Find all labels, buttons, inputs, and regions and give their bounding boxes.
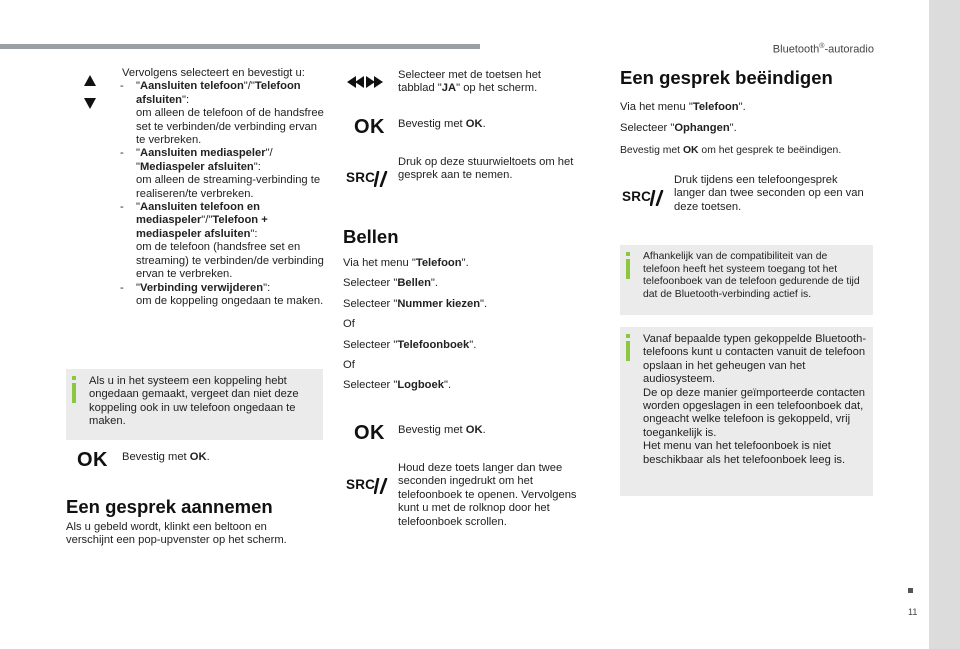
call-steps [343,257,583,393]
option-media: - "Aansluiten mediaspeler"/ "Mediaspeler afsluiten": om alleen de streaming-verbinding te realiseren/te verbreken. [120,147,321,200]
page-number: 11 [908,607,918,617]
section-heading-call: Bellen [343,226,399,247]
left-right-arrows-icon [346,75,384,89]
connection-options [122,67,327,308]
info-note-compat: Afhankelijk van de compatibiliteit van de telefoon heeft het systeem toegang tot het telefoonboek van de telefoon gedurende de tijd dat de Bluetooth-verbinding actief is. [620,245,873,315]
section-heading-end: Een gesprek beëindigen [620,67,833,88]
ok-button-icon: OK [354,116,385,138]
ok-button-icon: OK [77,449,108,471]
page-marker [908,588,913,593]
option-remove: - "Verbinding verwijderen": om de koppeling ongedaan te maken. [120,281,324,307]
info-icon [626,252,630,256]
tabs-text: Selecteer met de toetsen het tabblad "JA" op het scherm. [398,69,542,95]
info-icon [72,376,76,380]
options-intro: Vervolgens selecteert en bevestigt u: [122,67,305,79]
option-phone: - "Aansluiten telefoon"/"Telefoon afsluiten": om alleen de telefoon of de handsfree set te verbinden/de verbinding ervan te verbreken. [120,80,324,147]
hold-text: Houd deze toets langer dan twee seconden ingedrukt om het telefoonboek te openen. Vervolgens kunt u met de rolknop door het telefoonboek scrollen. [398,462,577,528]
src-phone-icon: SRC [346,478,390,496]
call-step-or: Of [343,318,355,331]
src-phone-icon: SRC [346,171,390,189]
page-edge-tab [929,0,960,649]
src-end-text: Druk tijdens een telefoongesprek langer dan twee seconden op een van deze toetsen. [674,174,864,213]
call-step-select-telefoonboek: Selecteer "Telefoonboek". [343,338,477,351]
confirm-text: Bevestig met OK. [398,424,486,436]
call-step-or: Of [343,359,355,372]
steer-text: Druk op deze stuurwieltoets om het gesprek aan te nemen. [398,156,574,182]
end-step-confirm: Bevestig met OK om het gesprek te beëindigen. [620,144,842,156]
call-step-select-kiezen: Selecteer "Nummer kiezen". [343,297,488,310]
call-step-select-bellen: Selecteer "Bellen". [343,277,439,290]
info-note-import: Vanaf bepaalde typen gekoppelde Bluetooth-telefoons kunt u contacten vanuit de telefoon opslaan in het geheugen van het audiosysteem. De op deze manier geïmporteerde contacten worden opgeslagen in een telefoonboek dat, ongeacht welke telefoon is gekoppeld, vrij toegankelijk is. Het menu van het telefoonboek is niet beschikbaar als het telefoonboek leeg is. [620,327,873,496]
call-step-menu: Via het menu "Telefoon". [343,257,469,269]
ok-button-icon: OK [354,422,385,444]
call-step-select-logboek: Selecteer "Logboek". [343,379,452,392]
header-rule [0,44,480,49]
end-step-select: Selecteer "Ophangen". [620,122,737,135]
confirm-text: Bevestig met OK. [398,118,486,130]
updown-arrows-icon [83,73,97,111]
end-step-menu: Via het menu "Telefoon". [620,101,746,113]
section-heading-answer: Een gesprek aannemen [66,496,273,517]
running-header: Bluetooth®-autoradio [772,43,874,56]
info-note-unpair: Als u in het systeem een koppeling hebt ongedaan gemaakt, vergeet dan niet deze koppeling ook in uw telefoon ongedaan te maken. [66,369,323,440]
src-phone-icon: SRC [622,190,666,208]
confirm-text: Bevestig met OK. [122,451,210,463]
option-phone-media: - "Aansluiten telefoon en mediaspeler"/"Telefoon + mediaspeler afsluiten": om de telefoon (handsfree set en streaming) te verbinden/de verbinding ervan te verbreken. [120,201,324,281]
info-icon [626,334,630,338]
end-steps [620,101,885,157]
answer-text: Als u gebeld wordt, klinkt een beltoon en verschijnt een pop-upvenster op het scherm. [66,521,287,547]
